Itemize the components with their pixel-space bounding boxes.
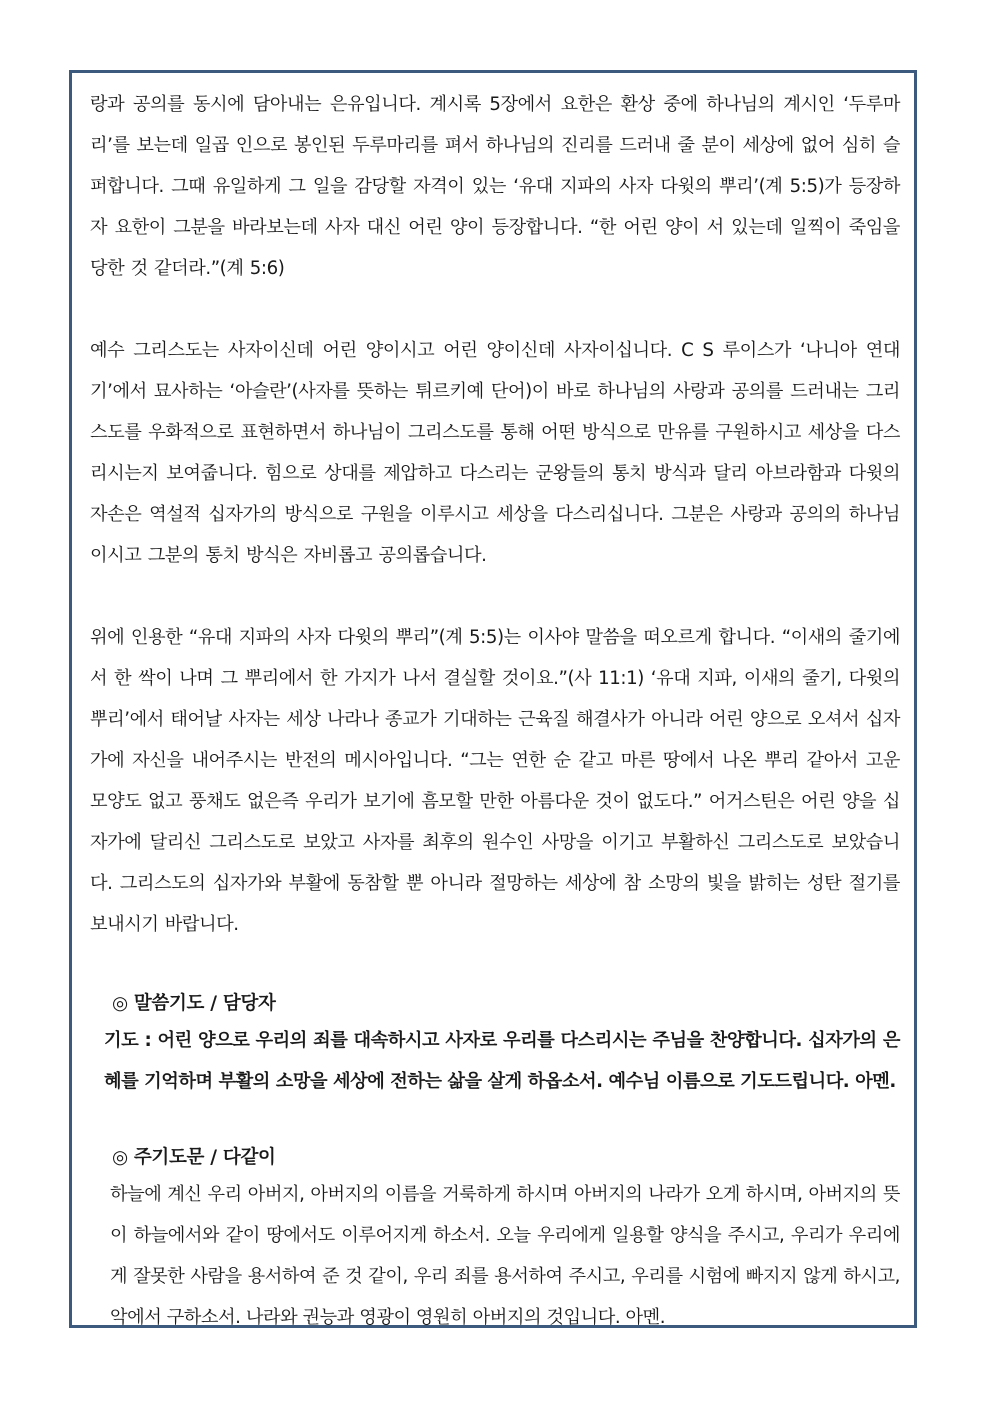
bullseye-mark-icon: ◎: [112, 993, 128, 1014]
lords-prayer-title-text: 주기도문 / 다같이: [133, 1147, 276, 1168]
body-paragraph-3: 위에 인용한 “유대 지파의 사자 다윗의 뿌리”(계 5:5)는 이사야 말씀을 떠오르게 합니다. “이새의 줄기에서 한 싹이 나며 그 뿌리에서 한 가지가 나서 결실할 것이요.”(사 11:1) ‘유대 지파, 이새의 줄기, 다윗의 뿌리’에서 태어날 사자는 세상 나라나 종교가 기대하는 근육질 해결사가 아니라 어린 양으로 오셔서 십자가에 자신을 내어주시는 반전의 메시아입니다. “그는 연한 순 같고 마른 땅에서 나온 뿌리 같아서 고운 모양도 없고 풍채도 없은즉 우리가 보기에 흠모할 만한 아름다운 것이 없도다.” 어거스틴은 어린 양을 십자가에 달리신 그리스도로 보았고 사자를 최후의 원수인 사망을 이기고 부활하신 그리스도로 보았습니다. 그리스도의 십자가와 부활에 동참할 뿐 아니라 절망하는 세상에 참 소망의 빛을 밝히는 성탄 절기를 보내시기 바랍니다.: [90, 627, 900, 935]
document-content: [90, 84, 900, 1338]
prayer-section: [90, 988, 900, 1102]
bullseye-mark-icon: ◎: [112, 1147, 128, 1168]
prayer-section-title: [90, 988, 900, 1020]
lords-prayer-section: [90, 1142, 900, 1338]
lords-prayer-section-title: [90, 1142, 900, 1174]
body-paragraph-1: 랑과 공의를 동시에 담아내는 은유입니다. 계시록 5장에서 요한은 환상 중에 하나님의 계시인 ‘두루마리’를 보는데 일곱 인으로 봉인된 두루마리를 펴서 하나님의 진리를 드러내 줄 분이 세상에 없어 심히 슬퍼합니다. 그때 유일하게 그 일을 감당할 자격이 있는 ‘유대 지파의 사자 다윗의 뿌리’(계 5:5)가 등장하자 요한이 그분을 바라보는데 사자 대신 어린 양이 등장합니다. “한 어린 양이 서 있는데 일찍이 죽임을 당한 것 같더라.”(계 5:6): [90, 94, 900, 279]
prayer-text: 기도 : 어린 양으로 우리의 죄를 대속하시고 사자로 우리를 다스리시는 주님을 찬양합니다. 십자가의 은혜를 기억하며 부활의 소망을 세상에 전하는 삶을 살게 하옵소서. 예수님 이름으로 기도드립니다. 아멘.: [104, 1030, 900, 1092]
prayer-title-text: 말씀기도 / 담당자: [133, 993, 276, 1014]
body-paragraph-2: 예수 그리스도는 사자이신데 어린 양이시고 어린 양이신데 사자이십니다. C S 루이스가 ‘나니아 연대기’에서 묘사하는 ‘아슬란’(사자를 뜻하는 튀르키예 단어)이 바로 하나님의 사랑과 공의를 드러내는 그리스도를 우화적으로 표현하면서 하나님이 그리스도를 통해 어떤 방식으로 만유를 구원하시고 세상을 다스리시는지 보여줍니다. 힘으로 상대를 제압하고 다스리는 군왕들의 통치 방식과 달리 아브라함과 다윗의 자손은 역설적 십자가의 방식으로 구원을 이루시고 세상을 다스리십니다. 그분은 사랑과 공의의 하나님이시고 그분의 통치 방식은 자비롭고 공의롭습니다.: [90, 340, 900, 566]
lords-prayer-text: 하늘에 계신 우리 아버지, 아버지의 이름을 거룩하게 하시며 아버지의 나라가 오게 하시며, 아버지의 뜻이 하늘에서와 같이 땅에서도 이루어지게 하소서. 오늘 우리에게 일용할 양식을 주시고, 우리가 우리에게 잘못한 사람을 용서하여 준 것 같이, 우리 죄를 용서하여 주시고, 우리를 시험에 빠지지 않게 하시고, 악에서 구하소서. 나라와 권능과 영광이 영원히 아버지의 것입니다. 아멘.: [110, 1184, 900, 1328]
